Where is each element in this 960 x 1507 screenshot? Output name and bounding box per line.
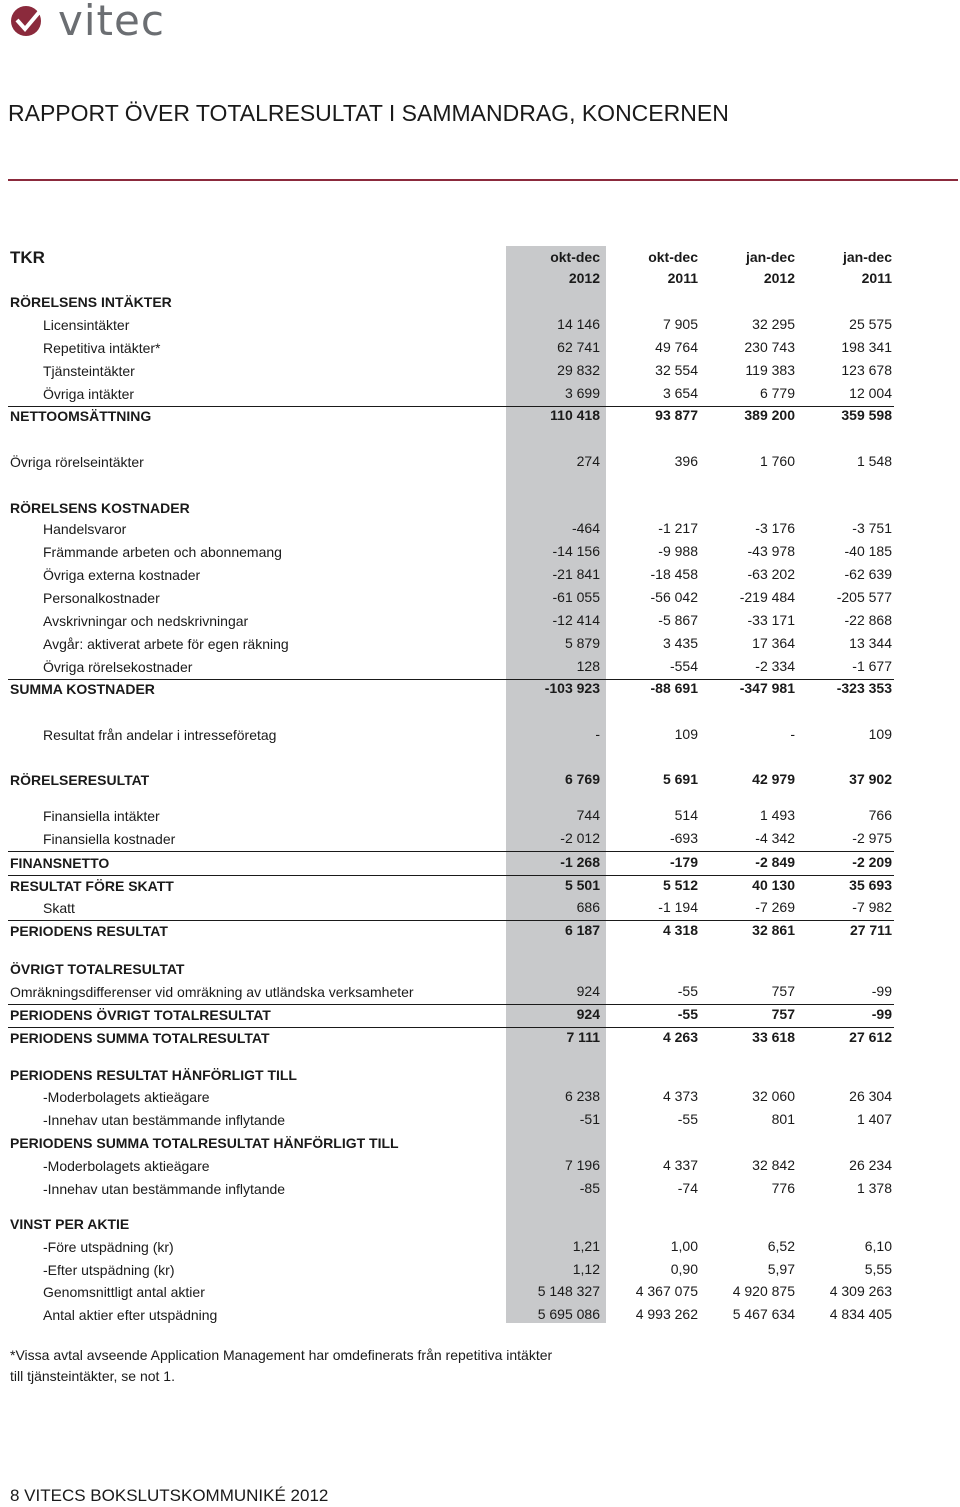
- row-value: -55: [677, 1111, 698, 1127]
- row-label: ÖVRIGT TOTALRESULTAT: [10, 961, 185, 977]
- table-row: [8, 1109, 894, 1132]
- row-value: 686: [576, 899, 600, 915]
- table-row: [8, 828, 894, 852]
- table-row: [8, 1027, 894, 1050]
- row-value: -9 988: [658, 543, 698, 559]
- row-label: VINST PER AKTIE: [10, 1216, 130, 1232]
- column-header-year: 2012: [568, 270, 600, 286]
- row-label: SUMMA KOSTNADER: [10, 681, 155, 697]
- row-value: 1 407: [856, 1111, 892, 1127]
- row-value: 3 699: [564, 385, 600, 401]
- row-value: 5 691: [662, 771, 698, 787]
- row-value: 119 383: [745, 362, 795, 378]
- row-label: Handelsvaror: [43, 521, 127, 537]
- table-row: [8, 920, 894, 943]
- row-value: 757: [771, 983, 795, 999]
- row-value: 4 263: [662, 1029, 698, 1045]
- row-value: -61 055: [552, 589, 600, 605]
- row-value: 7 111: [566, 1029, 600, 1045]
- row-value: 198 341: [841, 339, 892, 355]
- row-value: 5 879: [564, 635, 600, 651]
- row-value: 230 743: [744, 339, 795, 355]
- row-label: Avskrivningar och nedskrivningar: [43, 613, 249, 629]
- row-value: 4 337: [662, 1157, 698, 1173]
- row-value: 1,00: [670, 1238, 698, 1254]
- row-value: -7 982: [852, 899, 892, 915]
- row-value: 801: [771, 1111, 795, 1127]
- row-value: -1 194: [658, 899, 698, 915]
- row-value: -40 185: [844, 543, 892, 559]
- row-value: 62 741: [557, 339, 600, 355]
- row-value: -88 691: [650, 680, 698, 696]
- column-header-year: 2011: [861, 270, 892, 286]
- unit-label: TKR: [10, 248, 45, 267]
- table-row: [8, 1086, 894, 1109]
- title-divider: [8, 179, 958, 181]
- row-value: 924: [576, 983, 600, 999]
- column-header-period: jan-dec: [842, 249, 892, 265]
- row-value: 3 435: [662, 635, 698, 651]
- row-value: 93 877: [655, 407, 698, 423]
- table-row: [8, 564, 894, 587]
- row-value: -63 202: [747, 566, 795, 582]
- table-row: [8, 610, 894, 633]
- page-title: RAPPORT ÖVER TOTALRESULTAT I SAMMANDRAG, KONCERNEN: [8, 100, 729, 126]
- row-value: -21 841: [552, 566, 600, 582]
- table-row: [8, 633, 894, 656]
- page-footer: 8 VITECS BOKSLUTSKOMMUNIKÉ 2012: [10, 1486, 329, 1505]
- table-row: [8, 451, 894, 474]
- row-value: 33 618: [752, 1029, 795, 1045]
- table-row: [8, 1213, 894, 1236]
- row-label: Finansiella intäkter: [43, 808, 160, 824]
- row-label: Övriga rörelseintäkter: [10, 454, 144, 470]
- vitec-logo-mark-icon: [10, 5, 50, 37]
- row-value: -347 981: [739, 680, 795, 696]
- row-value: -62 639: [844, 566, 892, 582]
- row-value: 4 373: [662, 1088, 698, 1104]
- row-label: Övriga intäkter: [43, 386, 135, 402]
- row-value: -2 849: [755, 854, 795, 870]
- table-row: [8, 852, 894, 876]
- row-label: PERIODENS SUMMA TOTALRESULTAT: [10, 1030, 270, 1046]
- row-label: Tjänsteintäkter: [43, 363, 135, 379]
- row-value: 4 834 405: [829, 1306, 892, 1322]
- row-value: -3 176: [755, 520, 795, 536]
- row-label: FINANSNETTO: [10, 855, 110, 871]
- row-value: 27 711: [849, 922, 892, 938]
- table-row: [8, 1281, 894, 1304]
- row-value: 5 501: [564, 877, 600, 893]
- row-label: Resultat från andelar i intresseföretag: [43, 727, 277, 743]
- row-value: -85: [579, 1180, 600, 1196]
- table-row: [8, 1304, 894, 1327]
- row-value: -179: [669, 854, 698, 870]
- row-value: 14 146: [557, 316, 600, 332]
- table-row: [8, 360, 894, 383]
- row-label: Skatt: [43, 900, 75, 916]
- row-value: 7 196: [564, 1157, 600, 1173]
- row-label: Övriga rörelsekostnader: [43, 659, 193, 675]
- row-value: 6 238: [564, 1088, 600, 1104]
- row-value: 6 779: [759, 385, 795, 401]
- row-value: 42 979: [752, 771, 795, 787]
- row-value: 32 295: [752, 316, 795, 332]
- row-value: -693: [669, 830, 698, 846]
- row-value: -2 334: [755, 658, 795, 674]
- row-label: -Moderbolagets aktieägare: [43, 1089, 210, 1105]
- row-value: 25 575: [849, 316, 892, 332]
- table-row: [8, 383, 894, 407]
- row-label: Genomsnittligt antal aktier: [43, 1284, 205, 1300]
- table-row: [8, 769, 894, 792]
- row-value: -1 217: [658, 520, 698, 536]
- row-label: RESULTAT FÖRE SKATT: [10, 878, 174, 894]
- row-value: -74: [677, 1180, 698, 1196]
- table-row: [8, 958, 894, 981]
- row-label: PERIODENS ÖVRIGT TOTALRESULTAT: [10, 1007, 271, 1023]
- row-value: 32 861: [752, 922, 795, 938]
- row-value: -18 458: [650, 566, 698, 582]
- row-value: 396: [674, 453, 698, 469]
- row-value: 1,21: [572, 1238, 600, 1254]
- row-value: -43 978: [747, 543, 795, 559]
- table-row: [8, 1132, 894, 1155]
- row-value: -12 414: [552, 612, 600, 628]
- table-row: [8, 497, 894, 520]
- column-header-year: 2012: [763, 270, 795, 286]
- row-value: -5 867: [658, 612, 698, 628]
- row-value: -33 171: [747, 612, 795, 628]
- row-label: Antal aktier efter utspädning: [43, 1307, 218, 1323]
- row-value: -2 012: [560, 830, 600, 846]
- row-value: 514: [674, 807, 698, 823]
- row-value: 766: [868, 807, 892, 823]
- table-row: [8, 587, 894, 610]
- row-value: 6,10: [864, 1238, 892, 1254]
- table-row: [8, 314, 894, 337]
- footnote-line: *Vissa avtal avseende Application Management har omdefinerats från repetitiva intäkter: [10, 1347, 553, 1363]
- row-value: 17 364: [752, 635, 795, 651]
- row-value: 128: [576, 658, 600, 674]
- table-row: [8, 1236, 894, 1259]
- row-value: -2 209: [852, 854, 892, 870]
- row-value: 29 832: [557, 362, 600, 378]
- row-value: -3 751: [852, 520, 892, 536]
- row-value: 49 764: [655, 339, 698, 355]
- row-label: -Efter utspädning (kr): [43, 1262, 175, 1278]
- row-value: -55: [677, 983, 698, 999]
- row-value: 32 554: [655, 362, 698, 378]
- vitec-logo: [10, 0, 165, 45]
- row-value: -56 042: [650, 589, 698, 605]
- row-label: -Moderbolagets aktieägare: [43, 1158, 210, 1174]
- row-value: -55: [677, 1006, 698, 1022]
- row-value: -99: [871, 983, 892, 999]
- table-row: [8, 875, 894, 898]
- row-value: 5 512: [662, 877, 698, 893]
- row-value: -: [790, 726, 795, 742]
- table-row: [8, 1155, 894, 1178]
- row-label: NETTOOMSÄTTNING: [10, 408, 152, 424]
- row-value: 13 344: [849, 635, 892, 651]
- row-value: 27 612: [849, 1029, 892, 1045]
- table-row: [8, 291, 894, 314]
- row-value: -1 268: [560, 854, 600, 870]
- row-value: 6,52: [767, 1238, 795, 1254]
- row-value: 109: [674, 726, 698, 742]
- row-value: 37 902: [849, 771, 892, 787]
- row-value: -1 677: [852, 658, 892, 674]
- row-label: PERIODENS SUMMA TOTALRESULTAT HÄNFÖRLIGT TILL: [10, 1135, 399, 1151]
- logo-wordmark: vitec: [58, 0, 165, 45]
- table-row: [8, 405, 894, 428]
- row-value: 110 418: [550, 407, 600, 423]
- row-label: RÖRELSENS INTÄKTER: [10, 294, 172, 310]
- row-value: 32 060: [752, 1088, 795, 1104]
- row-value: 5 148 327: [537, 1283, 600, 1299]
- row-value: 0,90: [670, 1261, 698, 1277]
- row-value: 5,55: [864, 1261, 892, 1277]
- row-value: 1 760: [759, 453, 795, 469]
- row-value: -219 484: [739, 589, 795, 605]
- table-row: [8, 981, 894, 1005]
- row-value: 776: [771, 1180, 795, 1196]
- row-value: 123 678: [841, 362, 892, 378]
- table-row: [8, 1004, 894, 1028]
- table-row: [8, 1064, 894, 1087]
- row-value: 1 378: [856, 1180, 892, 1196]
- row-value: -323 353: [836, 680, 892, 696]
- footnote-line: till tjänsteintäkter, se not 1.: [10, 1368, 175, 1384]
- table-row: [8, 337, 894, 360]
- row-label: Främmande arbeten och abonnemang: [43, 544, 282, 560]
- row-label: -Innehav utan bestämmande inflytande: [43, 1112, 286, 1128]
- row-value: -205 577: [836, 589, 892, 605]
- row-value: -14 156: [552, 543, 600, 559]
- row-value: 7 905: [662, 316, 698, 332]
- row-value: -99: [871, 1006, 892, 1022]
- row-value: -22 868: [844, 612, 892, 628]
- row-label: Omräkningsdifferenser vid omräkning av utländska verksamheter: [10, 984, 414, 1000]
- row-value: 4 920 875: [732, 1283, 795, 1299]
- table-row: [8, 678, 894, 701]
- column-header-period: okt-dec: [648, 249, 698, 265]
- row-value: -103 923: [544, 680, 600, 696]
- table-row: [8, 1259, 894, 1282]
- row-value: 6 769: [564, 771, 600, 787]
- row-label: RÖRELSENS KOSTNADER: [10, 500, 190, 516]
- row-label: PERIODENS RESULTAT: [10, 923, 168, 939]
- table-row: [8, 541, 894, 564]
- row-label: Personalkostnader: [43, 590, 160, 606]
- table-row: [8, 897, 894, 921]
- row-label: Avgår: aktiverat arbete för egen räkning: [43, 636, 289, 652]
- row-label: Licensintäkter: [43, 317, 130, 333]
- row-value: 35 693: [849, 877, 892, 893]
- row-value: 40 130: [752, 877, 795, 893]
- row-label: Övriga externa kostnader: [43, 567, 201, 583]
- column-header-year: 2011: [667, 270, 698, 286]
- row-value: 5 695 086: [537, 1306, 600, 1322]
- row-label: -Innehav utan bestämmande inflytande: [43, 1181, 286, 1197]
- row-value: 109: [868, 726, 892, 742]
- row-value: -2 975: [852, 830, 892, 846]
- row-value: 757: [771, 1006, 795, 1022]
- table-row: [8, 656, 894, 680]
- row-label: PERIODENS RESULTAT HÄNFÖRLIGT TILL: [10, 1067, 297, 1083]
- row-value: 4 309 263: [829, 1283, 892, 1299]
- row-label: Repetitiva intäkter*: [43, 340, 161, 356]
- row-value: 26 234: [849, 1157, 892, 1173]
- table-row: [8, 724, 894, 747]
- row-value: 359 598: [841, 407, 892, 423]
- table-row: [8, 518, 894, 541]
- row-label: -Före utspädning (kr): [43, 1239, 174, 1255]
- table-row: [8, 1178, 894, 1201]
- row-value: 924: [576, 1006, 600, 1022]
- row-value: 1 493: [759, 807, 795, 823]
- row-value: -464: [571, 520, 600, 536]
- column-header-period: okt-dec: [550, 249, 600, 265]
- row-value: 744: [576, 807, 600, 823]
- row-value: 3 654: [662, 385, 698, 401]
- row-value: -7 269: [755, 899, 795, 915]
- row-value: 5 467 634: [732, 1306, 795, 1322]
- column-header-period: jan-dec: [745, 249, 795, 265]
- row-value: 12 004: [849, 385, 892, 401]
- row-value: 4 318: [662, 922, 698, 938]
- row-value: 4 993 262: [635, 1306, 698, 1322]
- row-value: 274: [576, 453, 600, 469]
- table-row: [8, 805, 894, 828]
- row-value: -51: [579, 1111, 600, 1127]
- row-value: -554: [669, 658, 698, 674]
- row-value: -: [595, 726, 600, 742]
- row-value: -4 342: [755, 830, 795, 846]
- row-value: 389 200: [744, 407, 795, 423]
- row-value: 32 842: [752, 1157, 795, 1173]
- row-value: 5,97: [767, 1261, 795, 1277]
- row-value: 1,12: [572, 1261, 600, 1277]
- row-label: RÖRELSERESULTAT: [10, 772, 150, 788]
- row-label: Finansiella kostnader: [43, 831, 176, 847]
- row-value: 4 367 075: [635, 1283, 698, 1299]
- row-value: 6 187: [564, 922, 600, 938]
- row-value: 1 548: [856, 453, 892, 469]
- row-value: 26 304: [849, 1088, 892, 1104]
